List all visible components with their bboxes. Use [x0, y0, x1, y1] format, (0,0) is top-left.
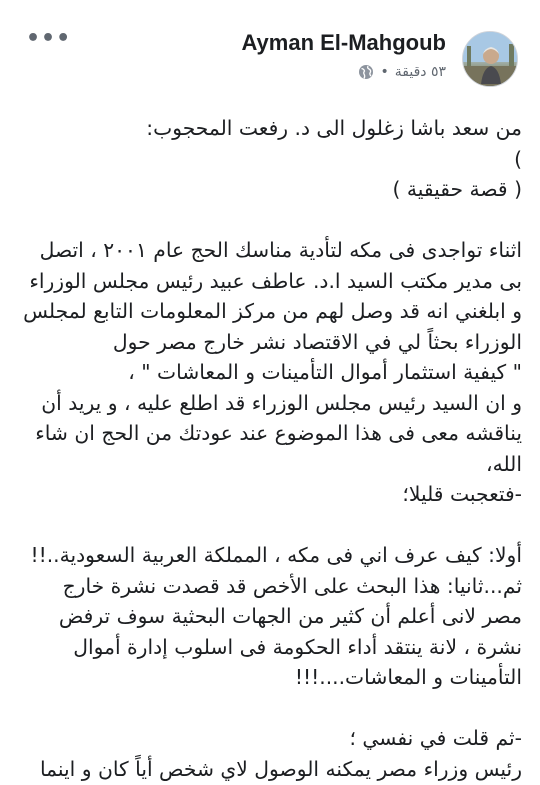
post-line: مصر لانى أعلم أن كثير من الجهات البحثية سوف ترفض [58, 604, 522, 628]
post-blank-line [17, 510, 522, 541]
post-line: -فتعجبت قليلا؛ [402, 482, 522, 506]
globe-icon[interactable] [358, 64, 374, 80]
post-line: الوزراء بحثاً لي في الاقتصاد نشر خارج مصر حول [112, 329, 522, 354]
post-line: أولا: كيف عرف اني فى مكه ، المملكة العربية السعودية..!! [30, 543, 522, 567]
avatar-photo [463, 32, 518, 87]
post-line: -ثم قلت في نفسي ؛ [349, 726, 522, 750]
avatar[interactable] [462, 31, 518, 87]
post-blank-line [17, 205, 522, 236]
post-line: و ابلغني انه قد وصل لهم من مركز المعلومات التابع لمجلس [23, 299, 522, 323]
post-line: ثم...ثانيا: هذا البحث على الأخص قد قصدت نشرة خارج [62, 573, 522, 598]
post-line: التأمينات و المعاشات....!!! [294, 665, 522, 689]
post-line: يناقشه معى فى هذا الموضوع عند عودتك من الحج ان شاء [35, 421, 522, 445]
more-options-button[interactable]: ••• [26, 26, 72, 51]
post-line: رئيس وزراء مصر يمكنه الوصول لاي شخص أياً كان و اينما [39, 756, 522, 781]
post-line: اثناء تواجدى فى مكه لتأدية مناسك الحج عام ٢٠٠١ ، اتصل [39, 238, 522, 262]
post-line: ) [514, 146, 522, 171]
post-blank-line [17, 693, 522, 724]
meta-separator: • [380, 64, 389, 80]
post-line: بى مدير مكتب السيد ا.د. عاطف عبيد رئيس مجلس الوزراء [29, 268, 522, 293]
post-line: " كيفية استثمار أموال التأمينات و المعاشات " ، [128, 360, 522, 384]
post-line: ( قصة حقيقية ) [392, 177, 522, 201]
post-line: الله، [486, 451, 522, 476]
post-text [17, 113, 522, 784]
post-line: من سعد باشا زغلول الى د. رفعت المحجوب: [146, 116, 522, 140]
post-time[interactable]: ٥٣ دقيقة [394, 64, 446, 80]
post-line: نشرة ، لانة ينتقد أداء الحكومة فى اسلوب إدارة أموال [73, 634, 522, 659]
post-header [0, 0, 540, 100]
post-meta [358, 64, 446, 80]
post-line: و ان السيد رئيس مجلس الوزراء قد اطلع عليه ، و يريد أن [41, 390, 522, 415]
author-name[interactable]: Ayman El-Mahgoub [241, 30, 446, 55]
